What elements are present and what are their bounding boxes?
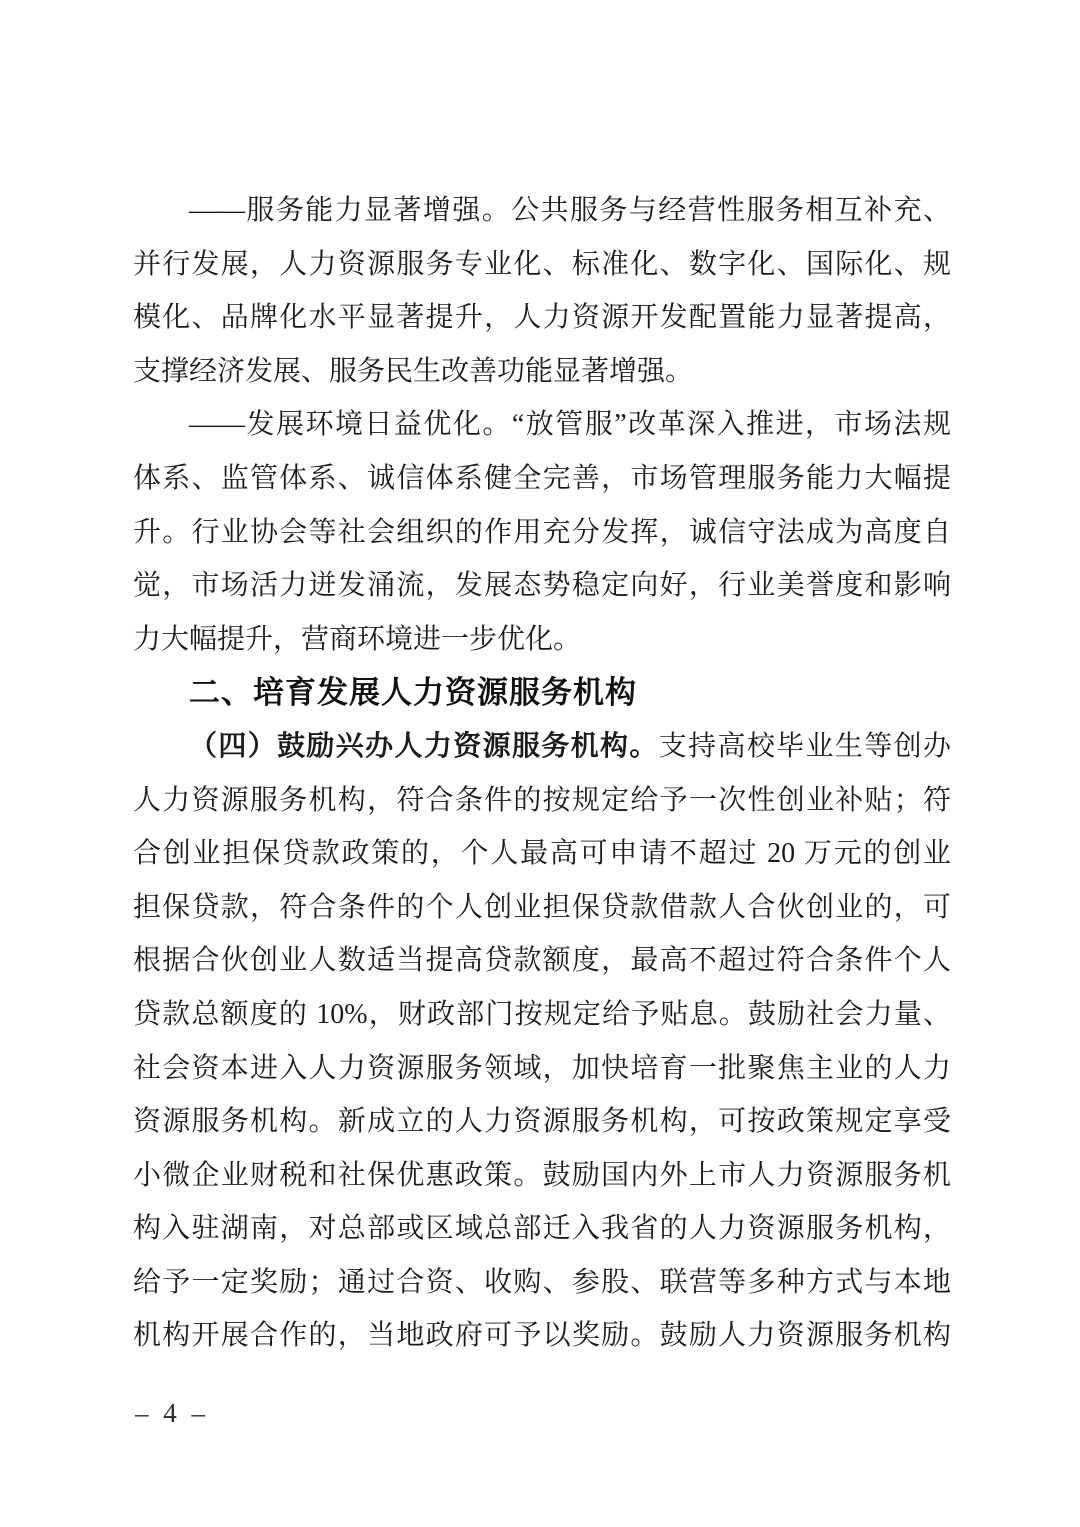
text-line: 构入驻湖南，对总部或区域总部迁入我省的人力资源服务机构， [133,1213,951,1245]
text-line: 小微企业财税和社保优惠政策。鼓励国内外上市人力资源服务机 [133,1159,951,1191]
text-line [133,720,951,774]
section-heading: 二、培育发展人力资源服务机构 [189,675,637,711]
text-line: 并行发展，人力资源服务专业化、标准化、数字化、国际化、规 [133,248,951,280]
text-line: ——发展环境日益优化。“放管服”改革深入推进，市场法规 [189,409,951,441]
text-line: 模化、品牌化水平显著提升，人力资源开发配置能力显著提高， [133,302,951,334]
text-line: 升。行业协会等社会组织的作用充分发挥，诚信守法成为高度自 [133,516,951,548]
text-line: 根据合伙创业人数适当提高贷款额度，最高不超过符合条件个人 [133,945,951,977]
text-line: 资源服务机构。新成立的人力资源服务机构，可按政策规定享受 [133,1106,951,1138]
text-line: 合创业担保贷款政策的，个人最高可申请不超过 20 万元的创业 [133,838,951,870]
page-number: – 4 – [135,1398,209,1428]
text-line: 机构开展合作的，当地政府可予以奖励。鼓励人力资源服务机构 [133,1320,951,1352]
text-line: 社会资本进入人力资源服务领域，加快培育一批聚焦主业的人力 [133,1052,951,1084]
text-line: 支撑经济发展、服务民生改善功能显著增强。 [133,355,694,387]
text-line: 贷款总额度的 10%，财政部门按规定给予贴息。鼓励社会力量、 [133,998,951,1030]
document-content [133,184,951,1363]
text-line: 力大幅提升，营商环境进一步优化。 [133,623,582,655]
text-run: 支持高校毕业生等创办 [658,730,951,762]
text-line: 体系、监管体系、诚信体系健全完善，市场管理服务能力大幅提 [133,462,951,494]
text-line: 觉，市场活力迸发涌流，发展态势稳定向好，行业美誉度和影响 [133,570,951,602]
clause-title: （四）鼓励兴办人力资源服务机构。 [189,730,659,762]
text-line: 担保贷款，符合条件的个人创业担保贷款借款人合伙创业的，可 [133,891,951,923]
text-line: 人力资源服务机构，符合条件的按规定给予一次性创业补贴；符 [133,784,951,816]
text-line: ——服务能力显著增强。公共服务与经营性服务相互补充、 [189,195,951,226]
text-line: 给予一定奖励；通过合资、收购、参股、联营等多种方式与本地 [133,1266,951,1298]
